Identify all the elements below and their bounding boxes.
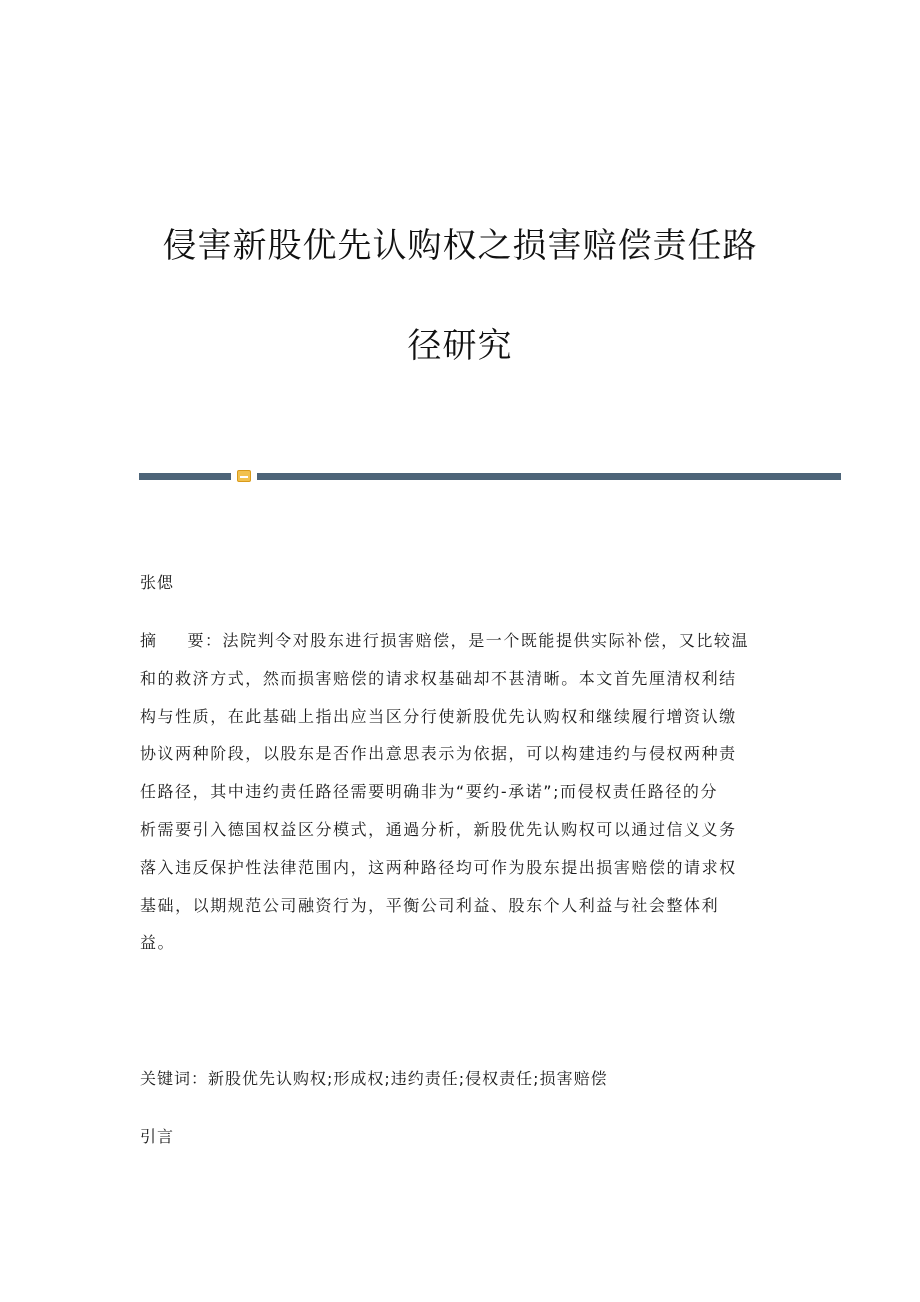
divider-emblem-icon [237,470,251,482]
abstract-line: 基础，以期规范公司融资行为，平衡公司利益、股东个人利益与社会整体利 [140,895,720,915]
abstract-line: 落入违反保护性法律范围内，这两种路径均可作为股东提出损害赔偿的请求权 [140,857,737,877]
title-divider [139,470,841,482]
abstract-line: 和的救济方式，然而损害赔偿的请求权基础却不甚清晰。本文首先厘清权利结 [140,668,737,688]
document-title-line-2: 径研究 [407,326,513,366]
document-title-line-1: 侵害新股优先认购权之损害赔偿责任路 [162,226,758,266]
section-heading-introduction: 引言 [140,1127,175,1146]
keywords: 关键词：新股优先认购权;形成权;违约责任;侵权责任;损害赔偿 [140,1069,608,1088]
divider-bar-left [139,473,231,480]
abstract-line: 协议两种阶段，以股东是否作出意思表示为依据，可以构建违约与侵权两种责 [140,744,737,764]
divider-bar-right [257,473,841,480]
author-name: 张偲 [140,573,175,592]
abstract-line: 益。 [140,933,176,953]
abstract-label-first: 摘 [140,631,158,650]
abstract-label-second: 要： [187,631,223,650]
abstract-line: 析需要引入德国权益区分模式，通過分析，新股优先认购权可以通过信义义务 [140,819,737,839]
abstract-line: 任路径，其中违约责任路径需要明确非为“要约-承诺”;而侵权责任路径的分 [140,782,718,802]
abstract-line: 构与性质，在此基础上指出应当区分行使新股优先认购权和继续履行增资认缴 [140,706,737,726]
abstract-line: 法院判令对股东进行损害赔偿，是一个既能提供实际补偿，又比较温 [222,631,750,650]
abstract [140,622,780,962]
